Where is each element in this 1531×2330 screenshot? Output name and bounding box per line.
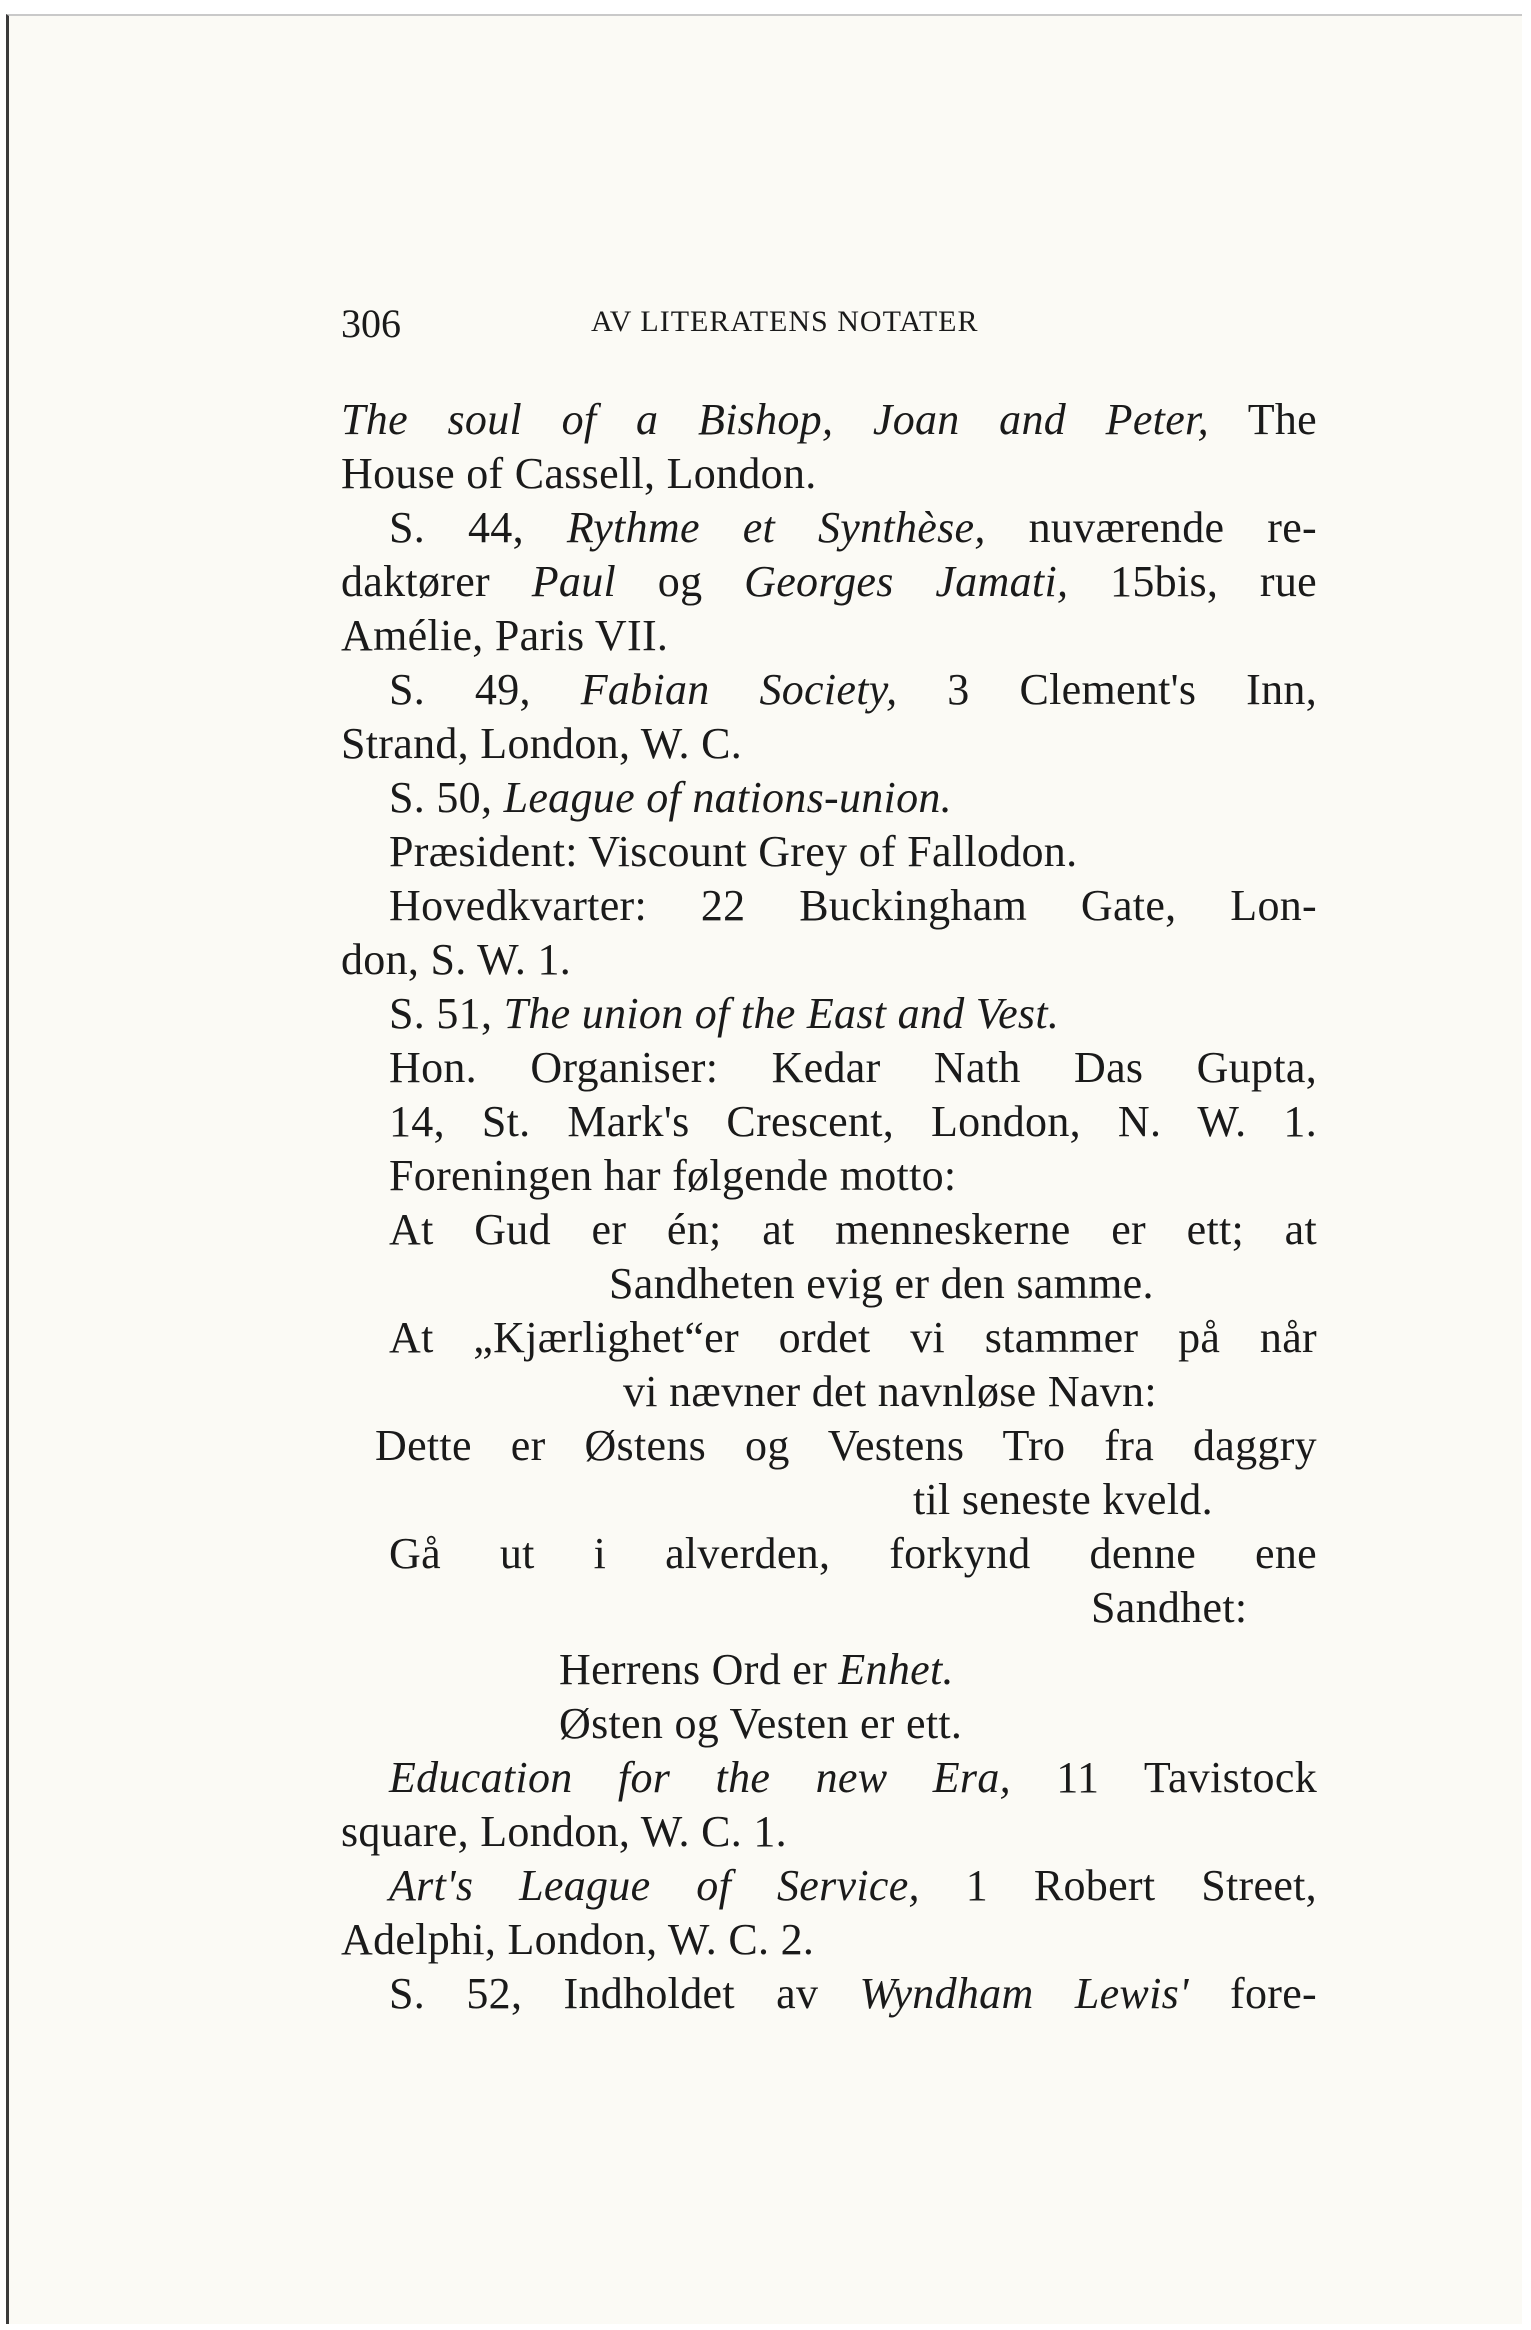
text-line: don, S. W. 1.	[341, 935, 572, 984]
motto-line: Dette er Østens og Vestens Tro fra daggry	[375, 1421, 1317, 1470]
text-line: 14, St. Mark's Crescent, London, N. W. 1.	[389, 1097, 1317, 1146]
motto-line: At Gud er én; at menneskerne er ett; at	[389, 1205, 1317, 1254]
text-line: square, London, W. C. 1.	[341, 1807, 787, 1856]
motto-line: vi nævner det navnløse Navn:	[623, 1367, 1157, 1416]
motto-line: Østen og Vesten er ett.	[559, 1699, 963, 1748]
text-line: Education for the new Era, 11 Tavistock	[389, 1753, 1317, 1802]
text-line: Art's League of Service, 1 Robert Street,	[389, 1861, 1317, 1910]
text-line: Hon. Organiser: Kedar Nath Das Gupta,	[389, 1043, 1317, 1092]
text-line: S. 50, League of nations-union.	[389, 773, 952, 822]
motto-line: Sandhet:	[1091, 1583, 1248, 1632]
running-title: AV LITERATENS NOTATER	[591, 305, 979, 338]
text-line: S. 49, Fabian Society, 3 Clement's Inn,	[389, 665, 1317, 714]
text-line: daktører Paul og Georges Jamati, 15bis, rue	[341, 557, 1318, 606]
motto-line: Sandheten evig er den samme.	[609, 1259, 1154, 1308]
text-line: Adelphi, London, W. C. 2.	[341, 1915, 815, 1964]
book-page	[6, 14, 1522, 2324]
text-line: Strand, London, W. C.	[341, 719, 743, 768]
page-number: 306	[341, 301, 401, 346]
text-line: S. 51, The union of the East and Vest.	[389, 989, 1060, 1038]
text-line: Hovedkvarter: 22 Buckingham Gate, Lon-	[389, 881, 1317, 930]
motto-line: Herrens Ord er Enhet.	[559, 1645, 954, 1694]
text-line: S. 44, Rythme et Synthèse, nuværende re-	[389, 503, 1317, 552]
text-line: S. 52, Indholdet av Wyndham Lewis' fore-	[389, 1969, 1317, 2018]
motto-line: Gå ut i alverden, forkynd denne ene	[389, 1529, 1317, 1578]
text-line: Amélie, Paris VII.	[341, 611, 669, 660]
text-line: Foreningen har følgende motto:	[389, 1151, 957, 1200]
text-line: The soul of a Bishop, Joan and Peter, The	[341, 395, 1317, 444]
motto-line: At „Kjærlighet“er ordet vi stammer på når	[389, 1313, 1317, 1362]
text-line: Præsident: Viscount Grey of Fallodon.	[389, 827, 1078, 876]
text-line: House of Cassell, London.	[341, 449, 817, 498]
motto-line: til seneste kveld.	[913, 1475, 1213, 1524]
